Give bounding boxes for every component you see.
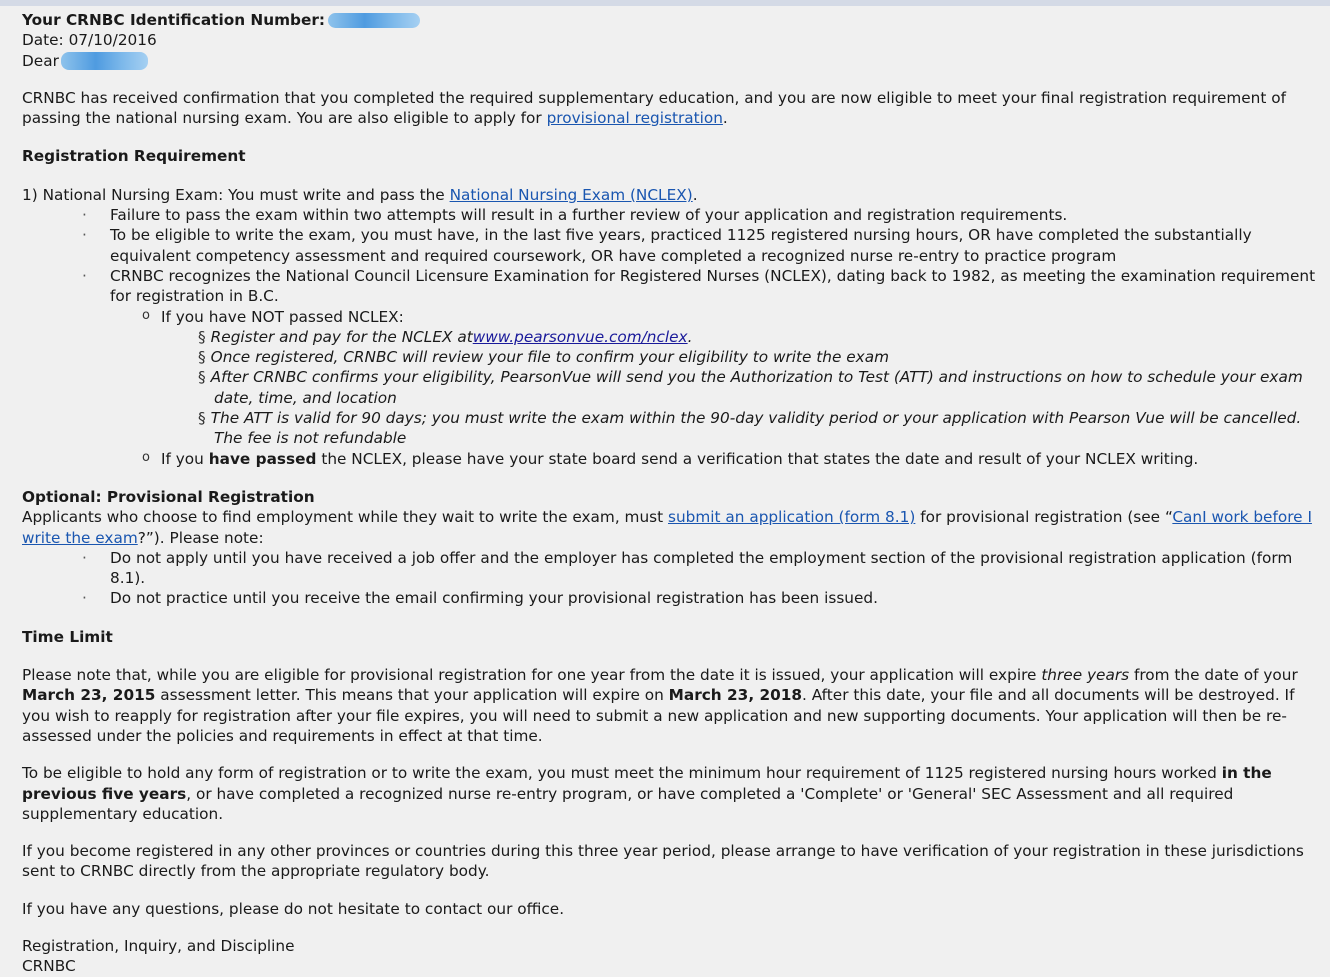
list-item: · Do not apply until you have received a job offer and the employer has completed the employment section of the provisional registration application (form 8.1). xyxy=(22,548,1322,589)
step2-text: Once registered, CRNBC will review your file to confirm your eligibility to write the exam xyxy=(210,348,889,367)
optional-text-mid: for provisional registration (see “ xyxy=(920,508,1173,527)
passed-bold: have passed xyxy=(208,449,317,468)
not-passed-steps xyxy=(22,327,1322,449)
passed-item xyxy=(22,449,1322,469)
redacted-id xyxy=(328,13,420,28)
optional-heading: Optional: Provisional Registration xyxy=(22,487,315,506)
step1-text: Register and pay for the NCLEX at xyxy=(210,327,473,346)
intro-tail: . xyxy=(722,109,728,128)
salutation: Dear xyxy=(22,51,59,70)
nclex-status-list xyxy=(22,307,1322,327)
salutation-line xyxy=(22,51,1322,71)
list-item xyxy=(22,367,1322,408)
intro-paragraph xyxy=(22,88,1322,129)
p2-b: , or have completed a recognized nurse re-entry program, or have completed a 'Complete' or 'General' SEC Assessment and all required supplementary education. xyxy=(22,784,1234,823)
p1-d: . After this date, your file and all documents will be destroyed. If you wish to reapply for registration after your file expires, you will need to submit a new application and new supporting documents. Your application will then be re-assessed under the policies and requirements in effect at that time. xyxy=(22,686,1295,745)
signature-line-2: CRNBC xyxy=(22,957,76,976)
requirement-bullets xyxy=(22,205,1322,306)
list-item xyxy=(22,347,1322,367)
list-item xyxy=(22,408,1322,449)
letter-body xyxy=(22,10,1322,977)
can-i-work-link[interactable]: CanI work before I write the exam xyxy=(22,508,1312,547)
item1-tail: . xyxy=(692,185,698,204)
time-limit-paragraph-2 xyxy=(22,763,1322,824)
step4-text: The ATT is valid for 90 days; you must write the exam within the 90-day validity period or your application with Pearson Vue will be cancelled. The fee is not refundable xyxy=(210,409,1302,448)
list-item: · CRNBC recognizes the National Council Licensure Examination for Registered Nurses (NCLEX), dating back to 1982, as meeting the examination requirement for registration in B.C. xyxy=(22,266,1322,307)
item1-text: 1) National Nursing Exam: You must write and pass the xyxy=(22,185,445,204)
p1-bold-date2: March 23, 2018 xyxy=(668,686,803,705)
p1-bold-date1: March 23, 2015 xyxy=(22,686,156,705)
step1-tail: . xyxy=(687,327,693,346)
optional-paragraph xyxy=(22,507,1322,548)
step3-text: After CRNBC confirms your eligibility, PearsonVue will send you the Authorization to Test (ATT) and instructions on how to schedule your exam date, time, and location xyxy=(210,368,1303,407)
provisional-registration-link[interactable]: provisional registration xyxy=(546,109,723,128)
p1-italic: three years xyxy=(1041,666,1130,685)
p2-bold: in the previous five years xyxy=(22,764,1272,803)
p1-b: from the date of your xyxy=(1133,666,1298,685)
section-sign-icon: § xyxy=(198,327,206,346)
nclex-link[interactable]: National Nursing Exam (NCLEX) xyxy=(449,185,693,204)
pearsonvue-link[interactable]: www.pearsonvue.com/nclex xyxy=(472,327,688,346)
time-limit-paragraph-1 xyxy=(22,665,1322,746)
registration-requirement-heading: Registration Requirement xyxy=(22,147,246,166)
intro-text: CRNBC has received confirmation that you completed the required supplementary education, and you are now eligible to meet your final registration requirement of passing the national nursing exam. You are also eligible to apply for xyxy=(22,88,1286,128)
optional-text-pre: Applicants who choose to find employment while they wait to write the exam, must xyxy=(22,508,664,527)
time-limit-paragraph-3: If you become registered in any other provinces or countries during this three year period, please arrange to have verification of your registration in these jurisdictions sent to CRNBC directly from the appropriate regulatory body. xyxy=(22,842,1304,881)
passed-post: the NCLEX, please have your state board send a verification that states the date and result of your NCLEX writing. xyxy=(321,449,1199,468)
date-line: Date: 07/10/2016 xyxy=(22,31,157,50)
id-line xyxy=(22,10,1322,30)
list-item: · Do not practice until you receive the email confirming your provisional registration has been issued. xyxy=(22,588,1322,608)
nclex-status-list-2 xyxy=(22,449,1322,469)
p1-a: Please note that, while you are eligible for provisional registration for one year from the date it is issued, your application will expire xyxy=(22,666,1037,685)
list-item xyxy=(22,327,1322,347)
optional-text-post: ?”). Please note: xyxy=(137,528,264,547)
id-label: Your CRNBC Identification Number: xyxy=(22,11,326,29)
not-passed-text: If you have NOT passed NCLEX: xyxy=(161,307,404,326)
top-border xyxy=(0,0,1330,6)
section-sign-icon: § xyxy=(198,368,206,387)
not-passed-item xyxy=(22,307,1322,327)
p1-c: assessment letter. This means that your application will expire on xyxy=(160,686,664,705)
section-sign-icon: § xyxy=(198,348,206,367)
p2-a: To be eligible to hold any form of registration or to write the exam, you must meet the minimum hour requirement of 1125 registered nursing hours worked xyxy=(22,764,1217,783)
redacted-name xyxy=(61,52,148,70)
list-item: · To be eligible to write the exam, you must have, in the last five years, practiced 1125 registered nursing hours, OR have completed the substantially equivalent competency assessment and required coursework, OR have completed a recognized nurse re-entry to practice program xyxy=(22,225,1322,266)
submit-application-link[interactable]: submit an application (form 8.1) xyxy=(668,508,916,527)
signature-line-1: Registration, Inquiry, and Discipline xyxy=(22,936,295,955)
section-sign-icon: § xyxy=(198,409,206,428)
optional-bullets xyxy=(22,548,1322,609)
contact-paragraph: If you have any questions, please do not hesitate to contact our office. xyxy=(22,899,565,918)
list-item: · Failure to pass the exam within two attempts will result in a further review of your application and registration requirements. xyxy=(22,205,1322,225)
passed-pre: If you xyxy=(161,449,204,468)
time-limit-heading: Time Limit xyxy=(22,627,113,646)
requirement-item-1 xyxy=(22,185,1322,205)
